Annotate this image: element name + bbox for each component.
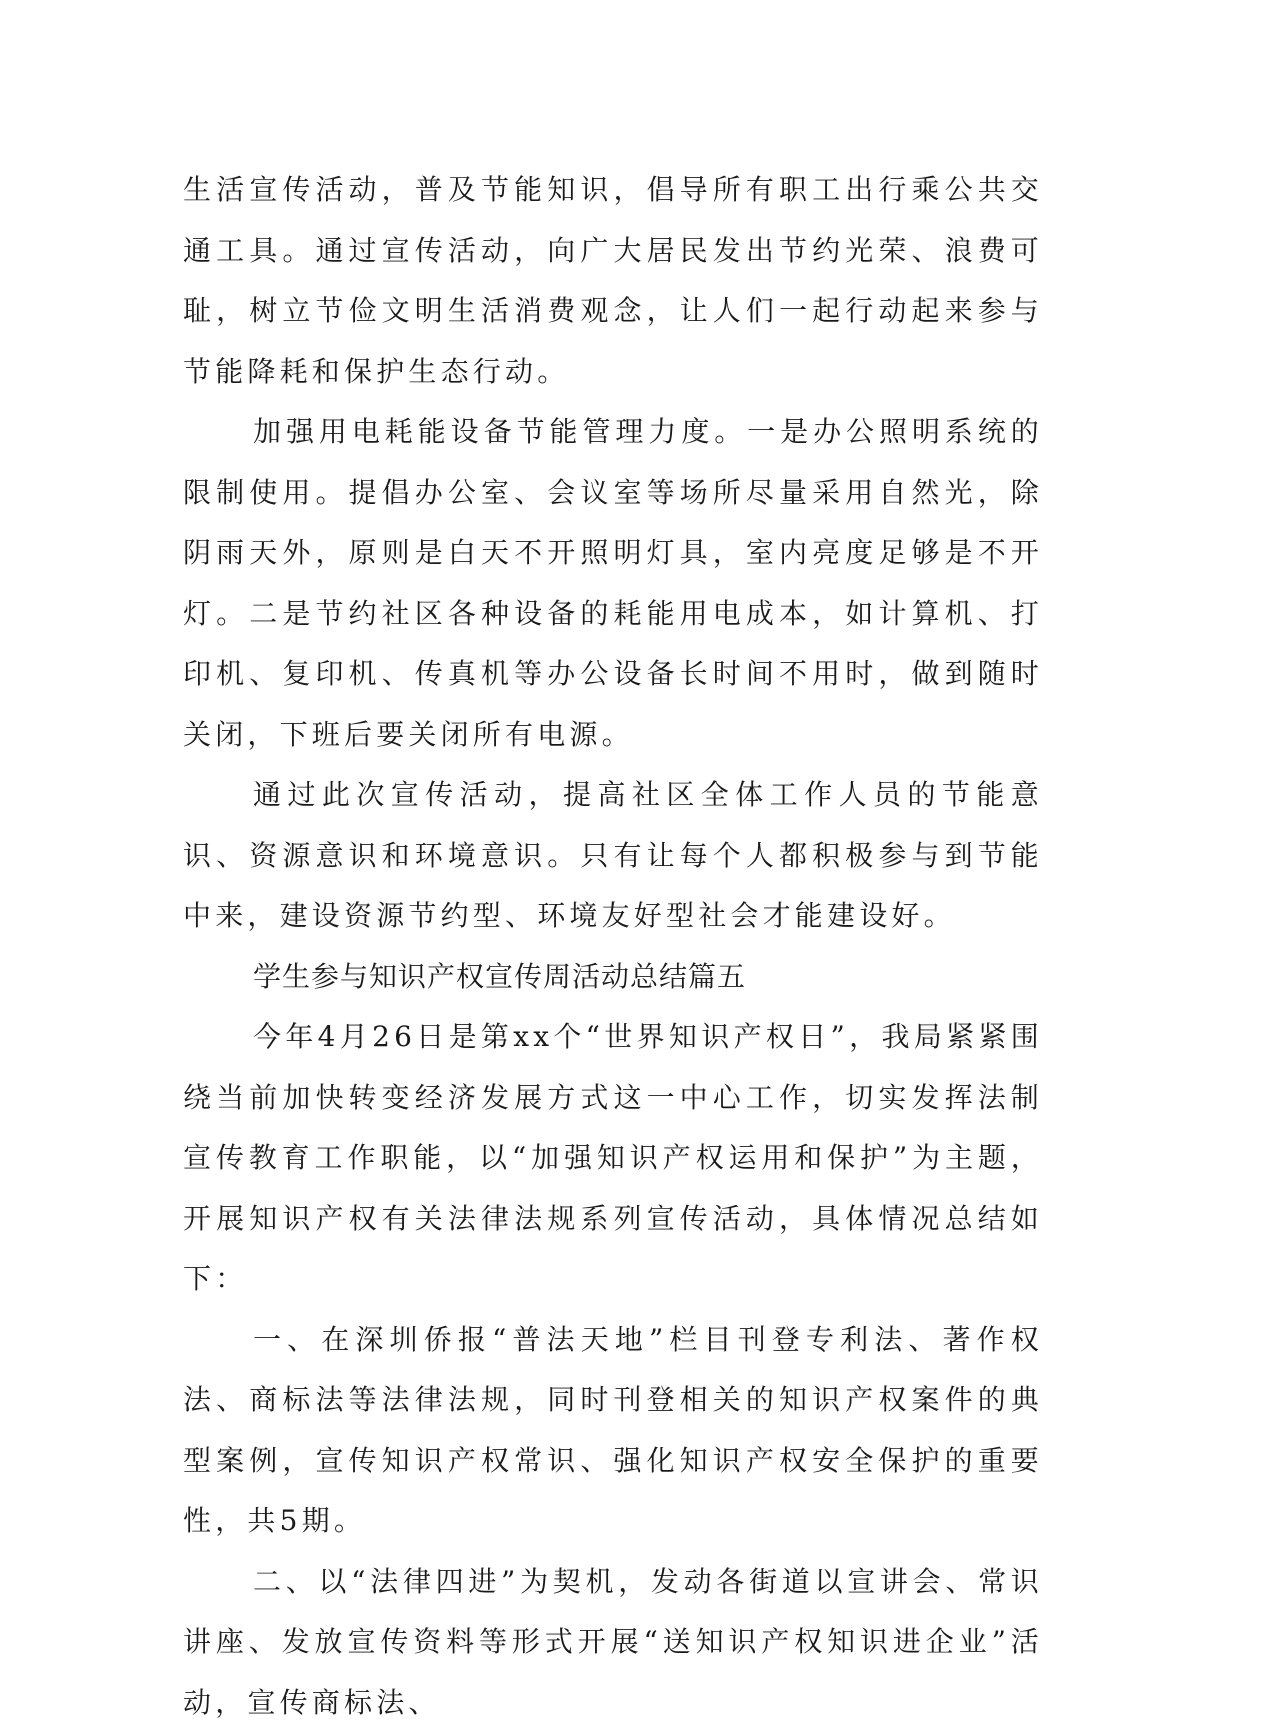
paragraph-5: 今年4月26日是第xx个“世界知识产权日”，我局紧紧围绕当前加快转变经济发展方式这一中心工作，切实发挥法制宣传教育工作职能，以“加强知识产权运用和保护”为主题，开展知识产权有关法律法规系列宣传活动，具体情况总结如下： (183, 1007, 1043, 1310)
paragraph-6: 一、在深圳侨报“普法天地”栏目刊登专利法、著作权法、商标法等法律法规，同时刊登相关的知识产权案件的典型案例，宣传知识产权常识、强化知识产权安全保护的重要性，共5期。 (183, 1310, 1043, 1552)
paragraph-2: 加强用电耗能设备节能管理力度。一是办公照明系统的限制使用。提倡办公室、会议室等场所尽量采用自然光，除阴雨天外，原则是白天不开照明灯具，室内亮度足够是不开灯。二是节约社区各种设备的耗能用电成本，如计算机、打印机、复印机、传真机等办公设备长时间不用时，做到随时关闭，下班后要关闭所有电源。 (183, 402, 1043, 765)
paragraph-3: 通过此次宣传活动，提高社区全体工作人员的节能意识、资源意识和环境意识。只有让每个人都积极参与到节能中来，建设资源节约型、环境友好型社会才能建设好。 (183, 765, 1043, 947)
document-body (183, 160, 1043, 1733)
section-heading: 学生参与知识产权宣传周活动总结篇五 (183, 947, 1043, 1008)
paragraph-1: 生活宣传活动，普及节能知识，倡导所有职工出行乘公共交通工具。通过宣传活动，向广大居民发出节约光荣、浪费可耻，树立节俭文明生活消费观念，让人们一起行动起来参与节能降耗和保护生态行动。 (183, 160, 1043, 402)
paragraph-7: 二、以“法律四进”为契机，发动各街道以宣讲会、常识讲座、发放宣传资料等形式开展“送知识产权知识进企业”活动，宣传商标法、 (183, 1552, 1043, 1733)
